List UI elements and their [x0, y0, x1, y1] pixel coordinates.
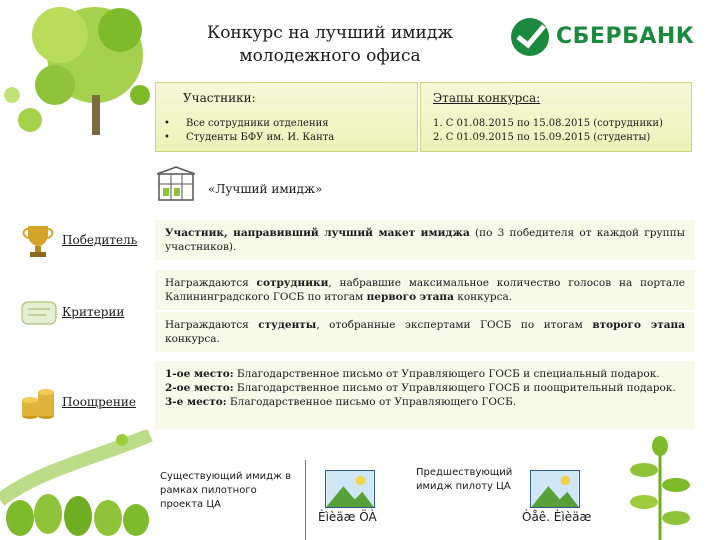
winner-description — [155, 220, 695, 260]
list-item: • Студенты БФУ им. И. Канта — [186, 131, 334, 145]
previous-image-label: Òåê. Èìèäæ — [522, 510, 592, 524]
reward-text: Благодарственное письмо от Управляющего ГОСБ и поощрительный подарок. — [233, 382, 676, 394]
sberbank-logo — [508, 16, 708, 58]
title-line-1: Конкурс на лучший имидж — [207, 23, 453, 43]
reward-place: 2-ое место: — [165, 382, 234, 394]
criteria-2-text-a: Награждаются — [165, 319, 259, 331]
picture-placeholder-icon — [530, 470, 580, 508]
page-title — [180, 22, 480, 68]
participants-heading: Участники: — [183, 91, 256, 105]
criteria-employees — [155, 270, 695, 310]
divider — [305, 460, 306, 540]
list-item: • Все сотрудники отделения — [186, 117, 334, 131]
criteria-1-text-c: , набравшие максимальное количество голосов на портале Калининградского ГОСБ по итогам — [165, 277, 685, 303]
office-building-icon — [155, 166, 197, 204]
criteria-1-text-d: первого этапа — [366, 291, 454, 303]
reward-place: 3-е место: — [165, 396, 227, 408]
list-item: 2. С 01.09.2015 по 15.09.2015 (студенты) — [433, 132, 651, 143]
trophy-icon — [18, 220, 58, 260]
winner-rest-text: (по 3 победителя от каждой группы участников). — [165, 227, 685, 253]
stages-heading: Этапы конкурса: — [433, 91, 541, 105]
criteria-students — [155, 312, 695, 352]
participants-panel — [155, 82, 418, 152]
tree-illustration — [0, 0, 160, 140]
title-line-2: молодежного офиса — [239, 46, 421, 66]
previous-image-caption: Предшествующий имидж пилоту ЦА — [416, 467, 513, 492]
plant-illustration — [600, 430, 720, 540]
reward-list — [155, 361, 695, 429]
current-image-caption: Существующий имидж в рамках пилотного проекта ЦА — [160, 471, 292, 510]
criteria-1-text-a: Награждаются — [165, 277, 257, 289]
stages-panel — [420, 82, 692, 152]
participants-list — [186, 117, 334, 145]
stages-list — [433, 117, 663, 145]
forest-illustration — [0, 430, 160, 540]
reward-text: Благодарственное письмо от Управляющего ГОСБ. — [226, 396, 517, 408]
current-image-label: Èìèäæ ÖÀ — [318, 510, 377, 524]
reward-label: Поощрение — [62, 395, 136, 409]
criteria-1-text-e: конкурса. — [453, 291, 513, 303]
reward-text: Благодарственное письмо от Управляющего ГОСБ и специальный подарок. — [233, 368, 660, 380]
criteria-2-text-b: студенты — [258, 319, 317, 331]
criteria-2-text-c: , отобранные экспертами ГОСБ по итогам — [316, 319, 593, 331]
list-item — [165, 395, 685, 409]
criteria-label: Критерии — [62, 305, 125, 319]
coin-stack-icon — [18, 382, 58, 422]
brand-name: СБЕРБАНК — [556, 24, 695, 49]
criteria-2-text-e: конкурса. — [165, 333, 220, 345]
picture-placeholder-icon — [325, 470, 375, 508]
criteria-2-text-d: второго этапа — [592, 319, 686, 331]
criteria-paper-icon — [18, 292, 60, 332]
list-item — [165, 381, 685, 395]
list-item: 1. С 01.08.2015 по 15.08.2015 (сотрудники) — [433, 118, 663, 129]
criteria-1-text-b: сотрудники — [256, 277, 329, 289]
section-title: «Лучший имидж» — [208, 182, 323, 196]
list-item — [165, 367, 685, 381]
winner-label: Победитель — [62, 233, 138, 247]
winner-bold-text: Участник, направивший лучший макет имиджа — [165, 227, 470, 239]
reward-place: 1-ое место: — [165, 368, 234, 380]
